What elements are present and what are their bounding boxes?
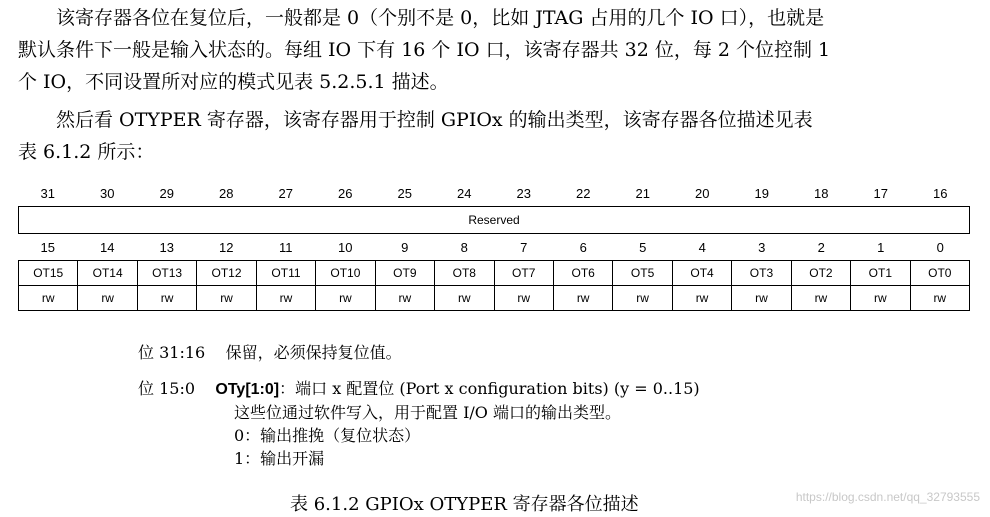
bit-number: 18 <box>814 185 829 201</box>
otyper-paragraph <box>18 104 978 168</box>
field-cell: OT9 <box>375 261 434 286</box>
bit-range-label: 位 31:16 <box>138 343 206 362</box>
bit-number: 30 <box>100 185 115 201</box>
field-table <box>18 260 970 311</box>
bit-number: 5 <box>639 239 647 255</box>
access-cell: rw <box>435 286 494 311</box>
access-cell: rw <box>553 286 612 311</box>
access-cell: rw <box>672 286 731 311</box>
access-cell: rw <box>910 286 969 311</box>
bit-number: 23 <box>516 185 531 201</box>
field-cell: OT12 <box>197 261 256 286</box>
paragraph-line: 个 IO，不同设置所对应的模式见表 5.2.5.1 描述。 <box>18 71 449 93</box>
field-cell: OT4 <box>672 261 731 286</box>
bit-number: 6 <box>579 239 587 255</box>
access-cell: rw <box>851 286 910 311</box>
intro-paragraph <box>18 2 978 98</box>
access-cell: rw <box>494 286 553 311</box>
bit-number: 8 <box>460 239 468 255</box>
field-name-row <box>19 261 970 286</box>
bit-number: 3 <box>758 239 766 255</box>
table-caption: 表 6.1.2 GPIOx OTYPER 寄存器各位描述 <box>290 494 639 515</box>
bit-number: 9 <box>401 239 409 255</box>
field-name: OTy[1:0] <box>215 381 280 398</box>
option-push-pull: 0：输出推挽（复位状态） <box>234 426 421 445</box>
upper-bit-numbers <box>18 180 970 206</box>
bit-number: 29 <box>159 185 174 201</box>
option-open-drain: 1：输出开漏 <box>234 449 325 468</box>
access-cell: rw <box>256 286 315 311</box>
field-cell: OT6 <box>553 261 612 286</box>
access-cell: rw <box>137 286 196 311</box>
bit-number: 7 <box>520 239 528 255</box>
reserved-bits-description <box>138 341 700 364</box>
paragraph-line: 默认条件下一般是输入状态的。每组 IO 下有 16 个 IO 口，该寄存器共 32 位，每 2 个位控制 1 <box>18 39 831 61</box>
field-cell: OT7 <box>494 261 553 286</box>
field-cell: OT13 <box>137 261 196 286</box>
bit-number: 0 <box>936 239 944 255</box>
field-cell: OT8 <box>435 261 494 286</box>
bit-number: 31 <box>40 185 55 201</box>
reserved-row <box>18 206 970 234</box>
access-cell: rw <box>316 286 375 311</box>
bit-number: 28 <box>219 185 234 201</box>
paragraph-line: 然后看 OTYPER 寄存器，该寄存器用于控制 GPIOx 的输出类型，该寄存器各位描述见表 <box>56 109 813 131</box>
bit-number: 19 <box>754 185 769 201</box>
register-diagram <box>18 180 970 311</box>
field-cell: OT14 <box>78 261 137 286</box>
lower-bit-numbers <box>18 234 970 260</box>
bit-number: 10 <box>338 239 353 255</box>
bit-description <box>138 341 700 470</box>
bit-number: 22 <box>576 185 591 201</box>
field-cell: OT15 <box>19 261 78 286</box>
field-bits-description <box>138 377 700 401</box>
bit-number: 12 <box>219 239 234 255</box>
field-cell: OT0 <box>910 261 969 286</box>
field-title: ：端口 x 配置位 (Port x configuration bits) (y = 0..15) <box>279 379 700 398</box>
access-row <box>19 286 970 311</box>
bit-number: 21 <box>635 185 650 201</box>
bit-number: 11 <box>279 239 293 255</box>
bit-number: 16 <box>933 185 948 201</box>
bit-number: 13 <box>159 239 174 255</box>
field-cell: OT1 <box>851 261 910 286</box>
reserved-cell: Reserved <box>19 207 970 234</box>
field-cell: OT2 <box>791 261 850 286</box>
bit-number: 24 <box>457 185 472 201</box>
access-cell: rw <box>791 286 850 311</box>
bit-number: 14 <box>100 239 115 255</box>
bit-number: 25 <box>397 185 412 201</box>
access-cell: rw <box>732 286 791 311</box>
bit-number: 1 <box>877 239 885 255</box>
field-cell: OT3 <box>732 261 791 286</box>
field-cell: OT5 <box>613 261 672 286</box>
paragraph-line: 该寄存器各位在复位后，一般都是 0（个别不是 0，比如 JTAG 占用的几个 IO 口），也就是 <box>56 7 825 29</box>
bit-number: 20 <box>695 185 710 201</box>
field-detail: 这些位通过软件写入，用于配置 I/O 端口的输出类型。 <box>234 403 622 422</box>
bit-number: 26 <box>338 185 353 201</box>
bit-range-label: 位 15:0 <box>138 379 196 398</box>
bit-number: 15 <box>40 239 55 255</box>
field-cell: OT10 <box>316 261 375 286</box>
bit-number: 17 <box>873 185 888 201</box>
access-cell: rw <box>613 286 672 311</box>
field-cell: OT11 <box>256 261 315 286</box>
watermark: https://blog.csdn.net/qq_32793555 <box>795 490 980 504</box>
access-cell: rw <box>78 286 137 311</box>
access-cell: rw <box>375 286 434 311</box>
access-cell: rw <box>197 286 256 311</box>
bit-range-text: 保留，必须保持复位值。 <box>225 343 402 362</box>
bit-number: 27 <box>278 185 293 201</box>
bit-number: 2 <box>817 239 825 255</box>
bit-number: 4 <box>698 239 706 255</box>
paragraph-line: 表 6.1.2 所示： <box>18 141 155 163</box>
access-cell: rw <box>19 286 78 311</box>
